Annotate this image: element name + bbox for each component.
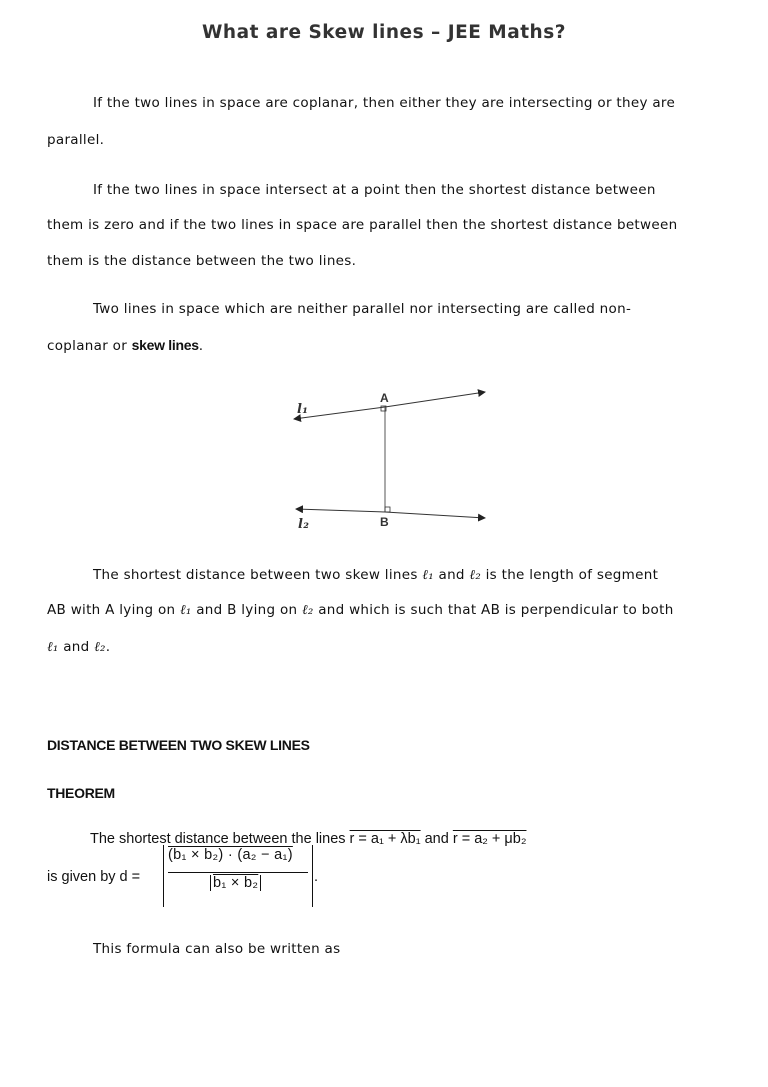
- fraction-bar: [168, 872, 308, 873]
- l2-symbol: ℓ₂: [94, 639, 106, 655]
- paragraph-line: [47, 337, 203, 354]
- section-heading: DISTANCE BETWEEN TWO SKEW LINES: [47, 737, 310, 753]
- line-l1-right: [385, 392, 485, 407]
- text: .: [105, 639, 111, 655]
- paragraph-line: If the two lines in space are coplanar, then either they are intersecting or they are: [93, 95, 676, 111]
- paragraph-line: parallel.: [47, 132, 105, 148]
- l1-symbol: ℓ₁: [47, 639, 59, 655]
- skew-lines-diagram: [280, 380, 500, 530]
- label-b: B: [380, 515, 389, 529]
- text: The shortest distance between two skew lines: [93, 567, 423, 583]
- l2-symbol: ℓ₂: [469, 567, 482, 583]
- paragraph-line: them is zero and if the two lines in space are parallel then the shortest distance between: [47, 217, 678, 233]
- formula-period: .: [314, 869, 319, 885]
- page-title: What are Skew lines – JEE Maths?: [202, 22, 566, 43]
- theorem-heading: THEOREM: [47, 785, 115, 801]
- paragraph-line: This formula can also be written as: [93, 941, 341, 957]
- distance-formula: [163, 845, 313, 907]
- text: The shortest distance between the lines: [90, 831, 350, 847]
- given-by-label: is given by d =: [47, 869, 141, 885]
- equation-line-2: r = a₂ + μb₂: [452, 831, 527, 847]
- formula-numerator: (b₁ × b₂) · (a₂ − a₁): [168, 847, 293, 863]
- formula-denominator: b₁ × b₂: [210, 875, 261, 891]
- line-l2-left: [296, 509, 385, 512]
- paragraph-line: them is the distance between the two lines.: [47, 253, 357, 269]
- paragraph-line: If the two lines in space intersect at a point then the shortest distance between: [93, 182, 656, 198]
- text: and which is such that AB is perpendicular to both: [313, 602, 674, 618]
- text: .: [198, 338, 204, 354]
- right-angle-b: [385, 507, 390, 512]
- text: coplanar or: [47, 338, 132, 354]
- l1-symbol: ℓ₁: [422, 567, 434, 583]
- text: and B lying on: [191, 602, 302, 618]
- paragraph-line: [47, 639, 110, 655]
- text: is the length of segment: [481, 567, 659, 583]
- paragraph-line: [93, 567, 658, 583]
- skew-lines-term: skew lines: [131, 337, 199, 353]
- line-l2-right: [385, 512, 485, 518]
- text: AB with A lying on: [47, 602, 180, 618]
- text: and: [58, 639, 95, 655]
- label-l2: l₂: [298, 517, 310, 530]
- text: and: [433, 567, 470, 583]
- equation-line-1: r = a₁ + λb₁: [349, 831, 421, 847]
- paragraph-line: [47, 602, 674, 618]
- l2-symbol: ℓ₂: [301, 602, 314, 618]
- label-a: A: [380, 391, 389, 405]
- text: and: [420, 831, 453, 847]
- label-l1: l₁: [297, 402, 309, 417]
- paragraph-line: Two lines in space which are neither parallel nor intersecting are called non-: [93, 301, 632, 317]
- l1-symbol: ℓ₁: [179, 602, 192, 618]
